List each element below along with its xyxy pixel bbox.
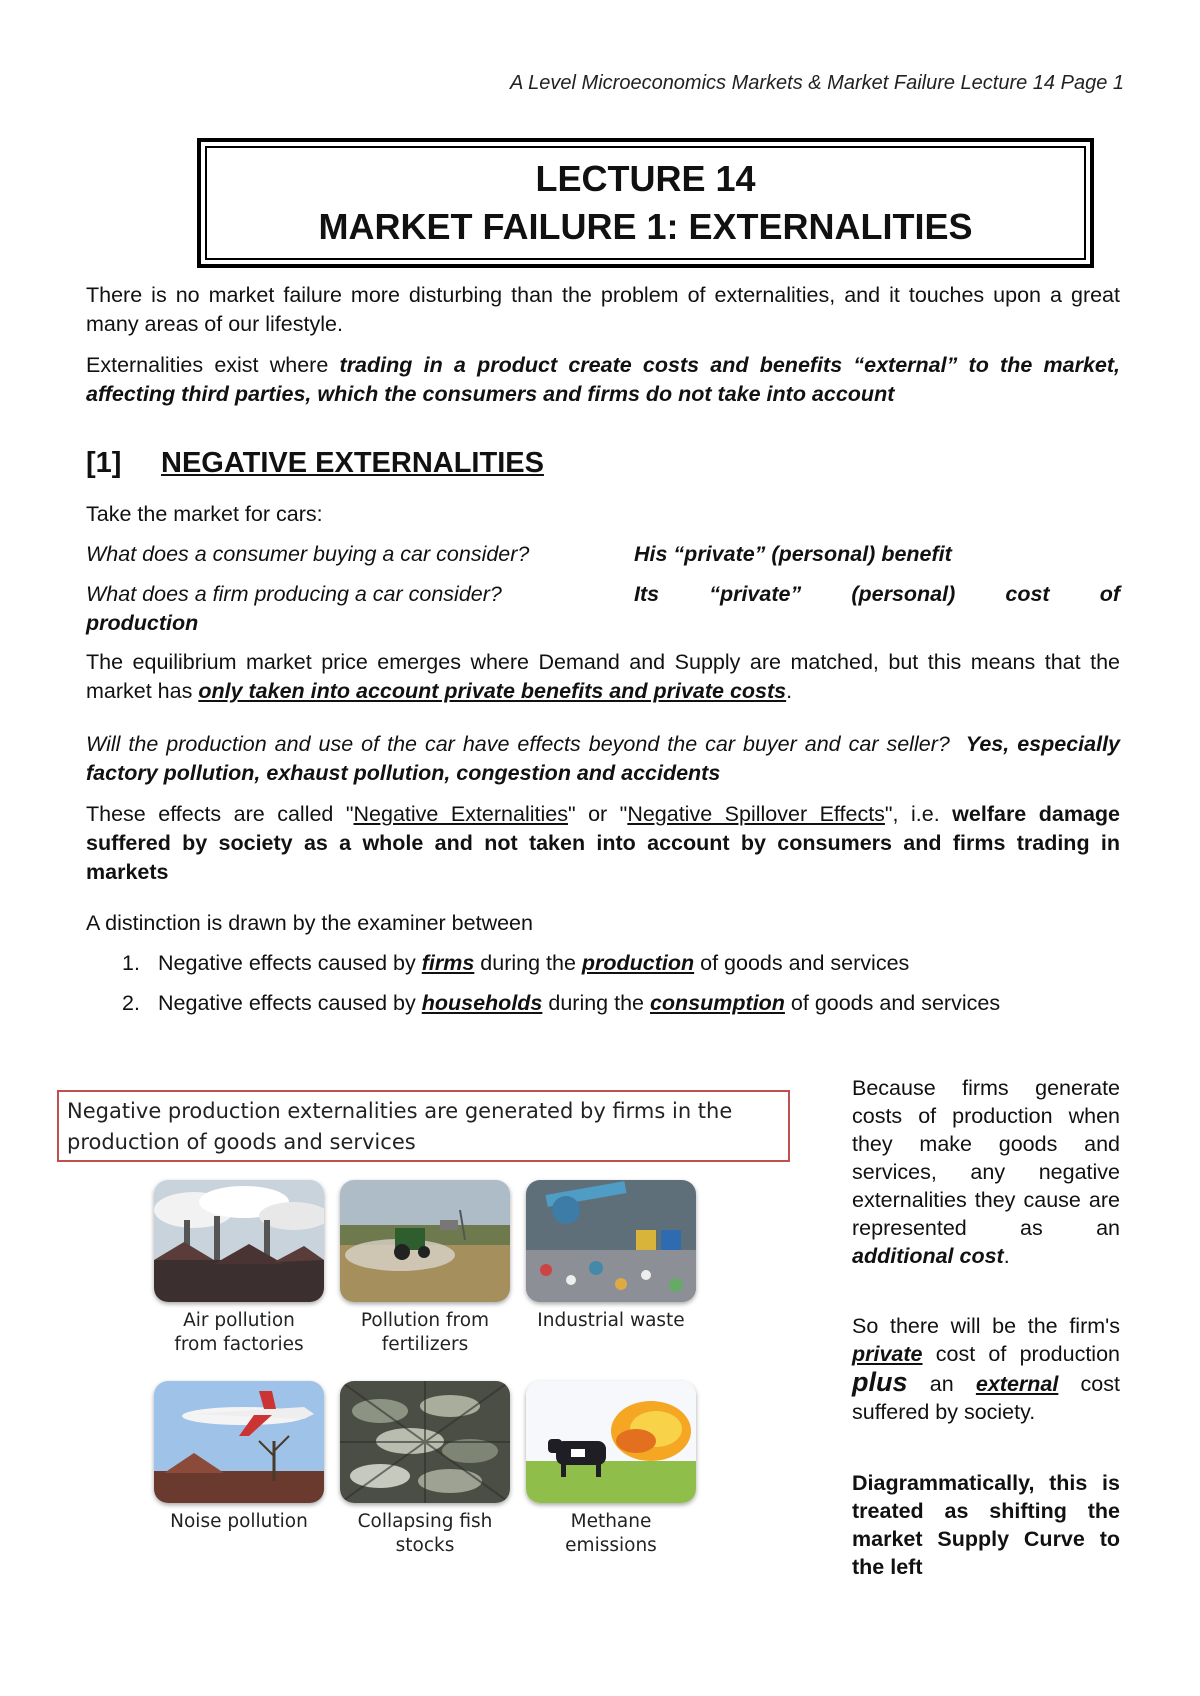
answer-firm-word: cost — [1005, 582, 1050, 606]
section-title: NEGATIVE EXTERNALITIES — [161, 447, 544, 479]
definition-text: ", i.e. — [884, 802, 953, 826]
noise-pollution-image — [154, 1381, 324, 1503]
tile-caption-line: fertilizers — [381, 1334, 469, 1355]
tile-caption — [325, 1309, 525, 1357]
side-emphasis-plus: plus — [852, 1367, 908, 1397]
side-paragraph-diagram: Diagrammatically, this is treated as shifting the market Supply Curve to the left — [852, 1471, 1120, 1579]
tile-caption — [139, 1309, 339, 1357]
side-text: . — [1003, 1244, 1010, 1268]
equilibrium-emphasis: only taken into account private benefits and private costs — [198, 679, 787, 703]
definition-text: " or " — [567, 802, 628, 826]
definition-bold: welfare damage suffered by society as a whole and not taken into account by consumers and firms trading in markets — [86, 802, 1121, 884]
intro-paragraph-2 — [86, 351, 1120, 409]
side-text: Because firms generate costs of production when they make goods and services, any negative externalities they cause are represented as an — [852, 1076, 1120, 1240]
tile-caption-line: Noise pollution — [170, 1511, 308, 1532]
side-text: cost suffered by society. — [852, 1372, 1120, 1424]
list-text: during the — [474, 951, 582, 975]
methane-emissions-image — [526, 1381, 696, 1503]
list-text: of goods and services — [784, 991, 1001, 1015]
fertilizer-pollution-image — [340, 1180, 510, 1302]
tile-caption-line: stocks — [395, 1535, 455, 1556]
effects-paragraph — [86, 730, 1120, 788]
section-heading-negative-externalities — [86, 447, 544, 480]
industrial-waste-image — [526, 1180, 696, 1302]
side-emphasis: private — [852, 1342, 923, 1366]
list-item — [122, 949, 909, 978]
list-text: during the — [542, 991, 650, 1015]
side-paragraph-private-external — [852, 1312, 1120, 1426]
collapsing-fish-stocks-image — [340, 1381, 510, 1503]
answer-firm — [634, 580, 1120, 609]
section-number: [1] — [86, 447, 122, 479]
list-number: 1. — [122, 951, 140, 975]
lecture-number: LECTURE 14 — [535, 158, 756, 199]
page-header: A Level Microeconomics Markets & Market Failure Lecture 14 Page 1 — [510, 72, 1124, 94]
question-firm-text: What does a firm producing a car consider? — [86, 582, 502, 606]
side-text: cost of production — [922, 1342, 1120, 1366]
answer-firm-continuation: production — [86, 611, 199, 635]
list-text: Negative effects caused by — [158, 991, 422, 1015]
list-text: of goods and services — [694, 951, 910, 975]
question-consumer-text: What does a consumer buying a car consider? — [86, 542, 530, 566]
air-pollution-image — [154, 1180, 324, 1302]
tile-caption — [511, 1309, 711, 1333]
tile-caption-line: Collapsing fish — [357, 1511, 493, 1532]
equilibrium-paragraph — [86, 648, 1120, 706]
side-text: So there will be the firm's — [852, 1314, 1120, 1338]
intro-definition-lead: Externalities exist where — [86, 353, 340, 377]
intro-paragraph-1: There is no market failure more disturbing than the problem of externalities, and it touches upon a great many areas of our lifestyle. — [86, 283, 1120, 336]
cars-intro: Take the market for cars: — [86, 502, 323, 526]
question-consumer — [86, 540, 1120, 569]
question-firm — [86, 580, 1120, 638]
answer-firm-word: of — [1099, 582, 1120, 606]
equilibrium-text: The equilibrium market price emerges where Demand and Supply are matched, but this means that the market has — [86, 650, 1120, 703]
side-emphasis: external — [975, 1372, 1059, 1396]
distinction-text: A distinction is drawn by the examiner between — [86, 911, 533, 935]
tile-caption-line: from factories — [174, 1334, 304, 1355]
side-paragraph-cost — [852, 1074, 1120, 1270]
list-item — [122, 989, 1000, 1018]
answer-consumer: His “private” (personal) benefit — [634, 542, 952, 566]
list-keyword: production — [581, 951, 695, 975]
tile-caption-line: emissions — [565, 1535, 657, 1556]
list-keyword: firms — [421, 951, 475, 975]
title-box — [197, 138, 1094, 268]
tile-caption-line: Pollution from — [360, 1310, 490, 1331]
intro-definition-bold: trading in a product create costs and benefits “external” to the market, affecting third parties, which the consumers and firms do not take into account — [86, 353, 1121, 406]
term-negative-spillover-effects: Negative Spillover Effects — [627, 802, 885, 826]
tile-caption-line: Industrial waste — [537, 1310, 685, 1331]
side-emphasis: additional cost — [852, 1244, 1004, 1268]
equilibrium-end: . — [786, 679, 793, 703]
list-text: Negative effects caused by — [158, 951, 422, 975]
tile-caption-line: Air pollution — [183, 1310, 295, 1331]
tile-caption — [325, 1510, 525, 1558]
lecture-title: MARKET FAILURE 1: EXTERNALITIES — [318, 206, 973, 247]
tile-caption — [139, 1510, 339, 1534]
effects-question: Will the production and use of the car have effects beyond the car buyer and car seller? — [86, 732, 950, 756]
definition-text: These effects are called " — [86, 802, 354, 826]
tile-caption — [511, 1510, 711, 1558]
answer-firm-word: Its — [634, 582, 660, 606]
answer-firm-word: “private” — [709, 582, 802, 606]
list-keyword: consumption — [649, 991, 785, 1015]
answer-firm-word: (personal) — [851, 582, 956, 606]
list-keyword: households — [421, 991, 543, 1015]
definition-paragraph — [86, 800, 1120, 887]
tile-caption-line: Methane — [570, 1511, 652, 1532]
term-negative-externalities: Negative Externalities — [353, 802, 568, 826]
effects-answer: Yes, especially factory pollution, exhaust pollution, congestion and accidents — [86, 732, 1121, 785]
side-text: an — [907, 1372, 976, 1396]
figure-caption-box: Negative production externalities are generated by firms in the production of goods and services — [57, 1090, 790, 1162]
list-number: 2. — [122, 991, 140, 1015]
